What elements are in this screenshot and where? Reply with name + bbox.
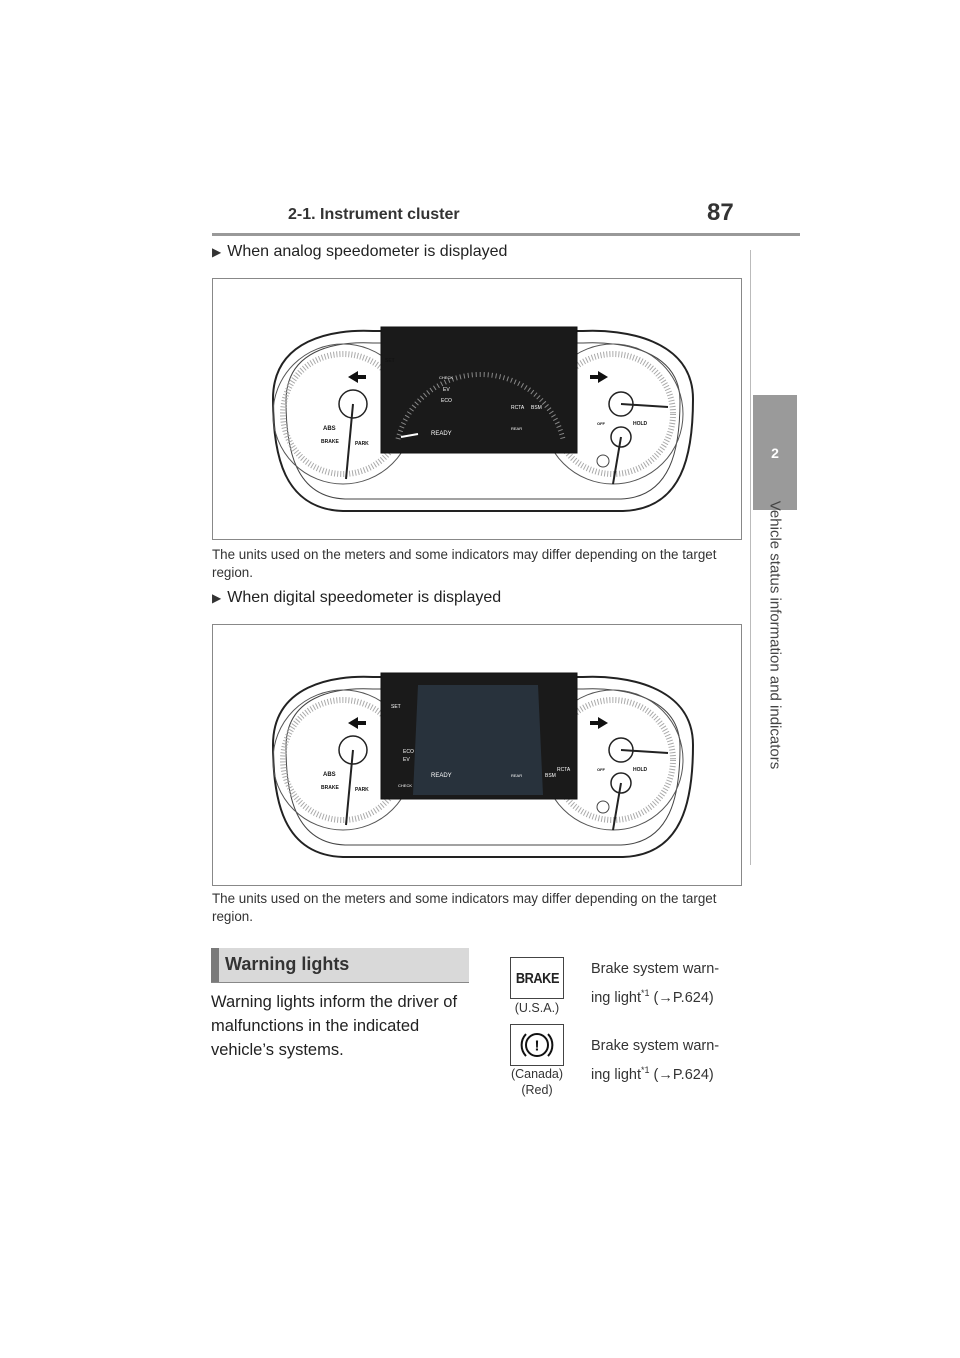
- check-label: CHECK: [439, 375, 454, 380]
- arrow-icon: →: [658, 1066, 673, 1083]
- ready-label: READY: [431, 773, 452, 779]
- footnote-mark: *1: [640, 988, 650, 998]
- rcta-label: RCTA: [557, 767, 571, 773]
- warning-light-description: [591, 957, 761, 1010]
- section-heading-box: [211, 948, 469, 982]
- header-rule: [212, 233, 800, 236]
- digital-cluster-illustration: [213, 625, 741, 885]
- abs-label: ABS: [323, 772, 336, 778]
- off-label: OFF: [597, 767, 605, 772]
- brake-label: BRAKE: [321, 439, 339, 445]
- page-number: 87: [707, 199, 734, 226]
- analog-cluster-illustration: [213, 279, 741, 539]
- ev-label: EV: [403, 757, 410, 763]
- section-title: 2-1. Instrument cluster: [288, 206, 460, 223]
- heading-accent-bar: [211, 948, 219, 982]
- set-label: SET: [391, 704, 401, 710]
- exclamation-text: !: [534, 1037, 540, 1055]
- subheading-analog: [212, 243, 507, 261]
- set-label: SET: [385, 358, 395, 364]
- park-label: PARK: [355, 787, 369, 793]
- rear-label: REAR: [511, 773, 523, 778]
- region-caption-canada: [497, 1066, 577, 1098]
- chapter-tab[interactable]: [753, 395, 797, 510]
- desc-line-1: Brake system warn-: [591, 1038, 720, 1054]
- brake-label: BRAKE: [321, 785, 339, 791]
- bsm-label: BSM: [545, 773, 556, 779]
- section-rule: [211, 982, 469, 983]
- desc-text: ing light: [591, 989, 641, 1006]
- figure-note-analog: The units used on the meters and some indicators may differ depending on the target region.: [212, 547, 717, 580]
- check-label: CHECK: [398, 783, 413, 788]
- triangle-bullet-icon: ▶: [212, 245, 222, 259]
- rcta-label: RCTA: [511, 405, 525, 411]
- desc-line-2: ing light$^{*1}$ (→P.624): [591, 1065, 714, 1083]
- exclamation-circle-graphic: [520, 1028, 554, 1062]
- figure-digital-cluster: [212, 624, 742, 886]
- desc-text: ing light: [591, 1066, 641, 1083]
- chapter-title: Vehicle status information and indicators: [766, 500, 784, 770]
- triangle-bullet-icon: ▶: [212, 591, 222, 605]
- hold-label: HOLD: [633, 421, 648, 427]
- eco-label: ECO: [403, 749, 414, 755]
- subheading-digital: [212, 589, 501, 607]
- abs-label: ABS: [323, 426, 336, 432]
- desc-line-2: ing light$^{*1}$ (→P.624): [591, 988, 714, 1006]
- exclamation-circle-icon: [510, 1024, 564, 1066]
- region-caption-usa: (U.S.A.): [514, 1001, 560, 1015]
- section-body: Warning lights inform the driver of malfunctions in the indicated vehicle’s systems.: [211, 993, 458, 1059]
- desc-line-1: Brake system warn-: [591, 961, 720, 977]
- chapter-number: 2: [771, 444, 779, 461]
- rear-label: REAR: [511, 426, 523, 431]
- park-label: PARK: [355, 441, 369, 447]
- color-note: (Red): [521, 1083, 553, 1097]
- section-heading: Warning lights: [225, 954, 350, 974]
- subheading-text: When digital speedometer is displayed: [227, 589, 502, 606]
- arrow-icon: →: [658, 989, 673, 1006]
- side-divider: [750, 250, 751, 865]
- brake-text-icon: [510, 957, 564, 999]
- ready-label: READY: [431, 431, 452, 437]
- warning-light-description: [591, 1034, 761, 1087]
- subheading-text: When analog speedometer is displayed: [227, 243, 508, 260]
- off-label: OFF: [597, 421, 605, 426]
- ev-label: EV: [443, 387, 450, 393]
- figure-analog-cluster: [212, 278, 742, 540]
- page-reference-link[interactable]: P.624: [672, 1066, 709, 1083]
- eco-label: ECO: [441, 398, 452, 404]
- figure-note-digital: The units used on the meters and some indicators may differ depending on the target region.: [212, 891, 717, 924]
- region-text: (Canada): [510, 1067, 564, 1081]
- footnote-mark: *1: [640, 1065, 650, 1075]
- bsm-label: BSM: [531, 405, 542, 411]
- page-reference-link[interactable]: P.624: [672, 989, 709, 1006]
- brake-icon-text: BRAKE: [515, 969, 559, 987]
- hold-label: HOLD: [633, 767, 648, 773]
